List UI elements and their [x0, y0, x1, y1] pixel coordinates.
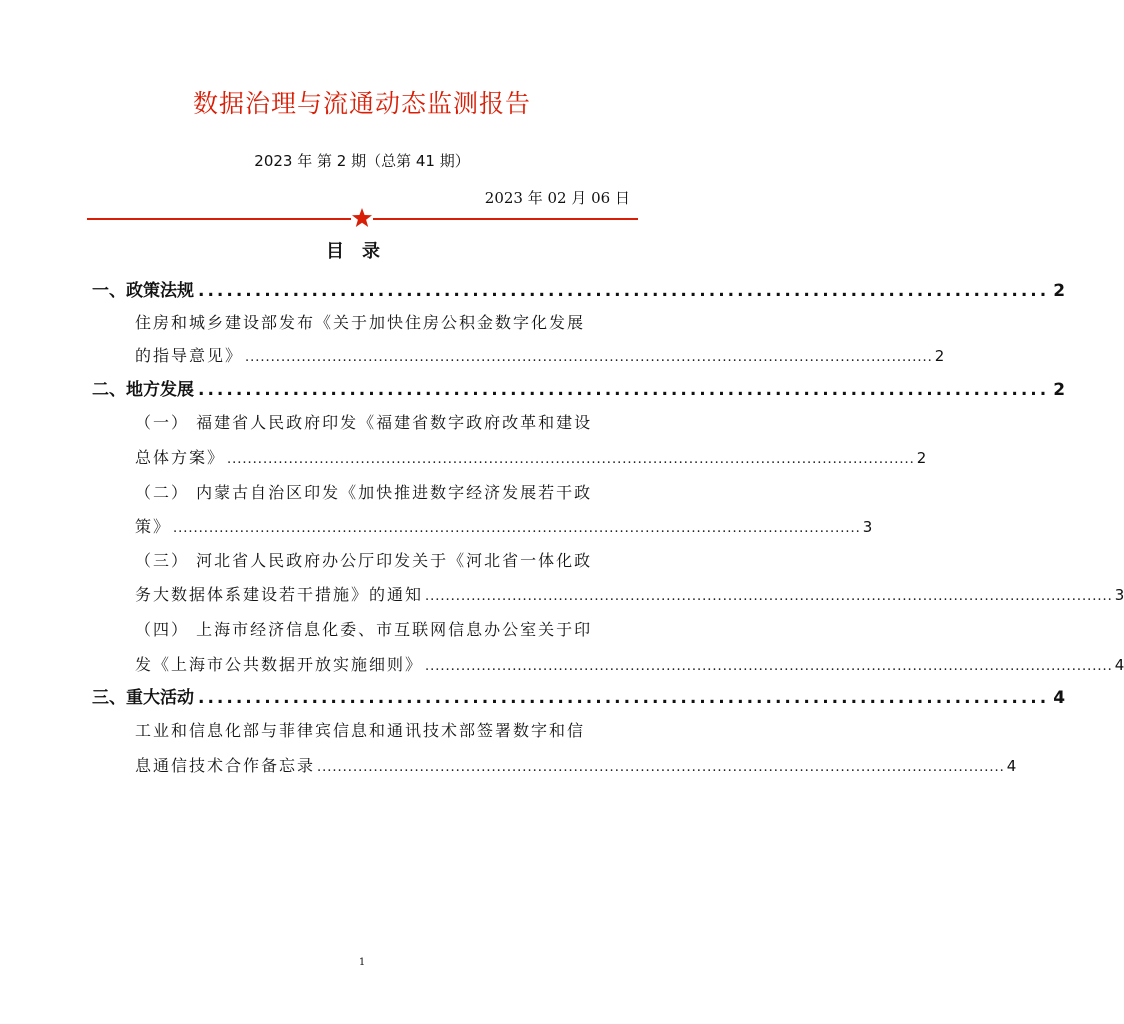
toc-entry[interactable] [0, 548, 724, 580]
entry-text-line: （三） 河北省人民政府办公厅印发关于《河北省一体化政 [135, 551, 593, 570]
dot-leader: ...................................................................................................................................... [227, 452, 915, 467]
dot-leader: .......................................................................................... [198, 281, 1050, 301]
toc-entry-end[interactable] [0, 753, 1017, 785]
section-number: 一、 [92, 281, 126, 301]
entry-text-line: 工业和信息化部与菲律宾信息和通讯技术部签署数字和信 [135, 721, 586, 740]
toc-entry-end[interactable] [0, 582, 1124, 614]
toc-entry[interactable] [0, 410, 724, 442]
entry-text-line: （二） 内蒙古自治区印发《加快推进数字经济发展若干政 [135, 483, 593, 502]
dot-leader: ...................................................................................................................................... [425, 659, 1113, 674]
entry-page: 3 [1114, 586, 1124, 604]
publish-date: 2023 年 02 月 06 日 [484, 189, 630, 207]
entry-text-line: （一） 福建省人民政府印发《福建省数字政府改革和建设 [135, 413, 593, 432]
entry-page: 3 [862, 518, 873, 536]
entry-text-line: 住房和城乡建设部发布《关于加快住房公积金数字化发展 [135, 313, 586, 332]
section-label: 重大活动 [126, 688, 194, 708]
section-label: 政策法规 [126, 281, 194, 301]
section-page: 2 [1053, 281, 1066, 301]
dot-leader: .......................................................................................... [198, 380, 1050, 400]
toc-section-policy[interactable] [0, 276, 1066, 308]
entry-text-line: 发《上海市公共数据开放实施细则》 [135, 655, 424, 674]
section-number: 二、 [92, 380, 126, 400]
entry-text-line: （四） 上海市经济信息化委、市互联网信息办公室关于印 [135, 620, 593, 639]
dot-leader: ...................................................................................................................................... [173, 521, 861, 536]
entry-text-line: 策》 [135, 517, 172, 536]
entry-page: 4 [1114, 656, 1124, 674]
dot-leader: .......................................................................................... [198, 688, 1050, 708]
toc-entry-end[interactable] [0, 652, 1124, 684]
toc-entry[interactable] [0, 480, 724, 512]
toc-entry[interactable] [0, 718, 724, 750]
section-page: 2 [1053, 380, 1066, 400]
toc-entry[interactable] [0, 310, 724, 342]
toc-entry-end[interactable] [0, 445, 927, 477]
dot-leader: ...................................................................................................................................... [425, 589, 1113, 604]
dot-leader: ...................................................................................................................................... [317, 760, 1005, 775]
star-icon [351, 207, 373, 229]
section-number: 三、 [92, 688, 126, 708]
page-number: 1 [358, 957, 366, 968]
toc-entry[interactable] [0, 617, 724, 649]
toc-entry-end[interactable] [0, 343, 945, 375]
report-title: 数据治理与流通动态监测报告 [192, 89, 531, 118]
entry-page: 4 [1006, 757, 1017, 775]
toc-section-local[interactable] [0, 375, 1066, 407]
toc-title: 目录 [326, 241, 398, 262]
entry-page: 2 [916, 449, 927, 467]
entry-text-line: 的指导意见》 [135, 346, 244, 365]
entry-text-line: 总体方案》 [135, 448, 226, 467]
entry-page: 2 [934, 347, 945, 365]
entry-text-line: 息通信技术合作备忘录 [135, 756, 316, 775]
dot-leader: ...................................................................................................................................... [245, 350, 933, 365]
toc-entry-end[interactable] [0, 514, 873, 546]
section-label: 地方发展 [126, 380, 194, 400]
toc-section-events[interactable] [0, 683, 1066, 715]
section-page: 4 [1053, 688, 1066, 708]
issue-number: 2023 年 第 2 期（总第 41 期） [254, 152, 470, 170]
entry-text-line: 务大数据体系建设若干措施》的通知 [135, 585, 424, 604]
